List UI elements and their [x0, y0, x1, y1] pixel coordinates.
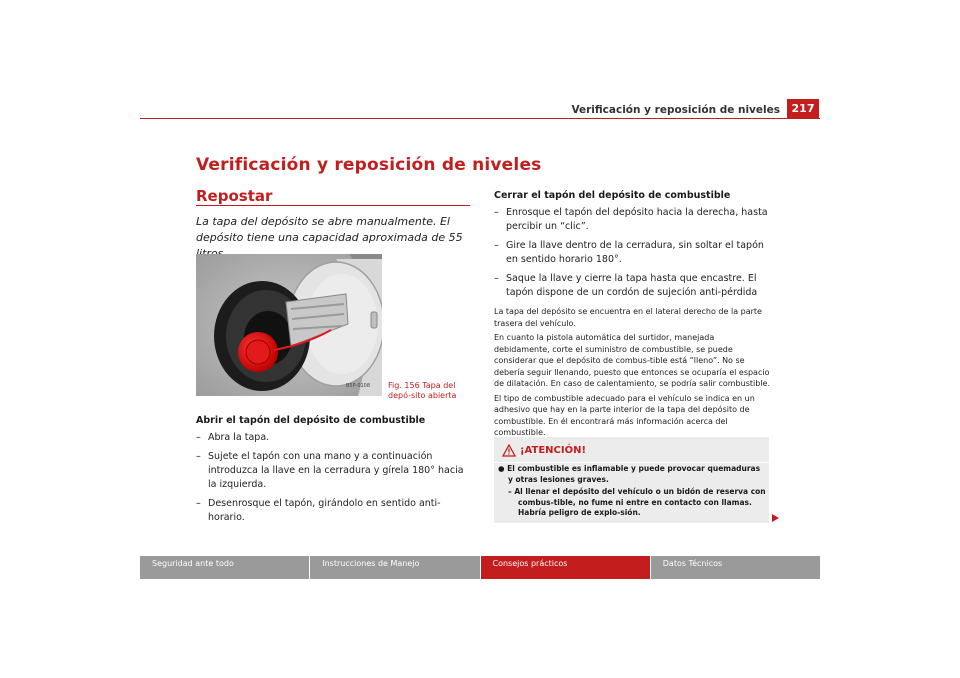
- warning-item: ● El combustible es inflamable y puede provocar quemaduras y otras lesiones graves.: [498, 464, 761, 484]
- page-title: Verificación y reposición de niveles: [196, 155, 542, 175]
- list-item: – Enrosque el tapón del depósito hacia la derecha, hasta percibir un “clic”.: [494, 206, 770, 234]
- list-item: – Sujete el tapón con una mano y a continuación introduzca la llave en la cerradura y gírela 180° hacia la izquierda.: [196, 450, 472, 492]
- figure-caption: Fig. 156 Tapa del depó-sito abierta: [388, 381, 457, 400]
- open-cap-section: [196, 415, 472, 530]
- warning-body: [496, 464, 766, 521]
- header-title: Verificación y reposición de niveles: [571, 104, 780, 116]
- open-cap-steps: [196, 431, 472, 525]
- warning-box: [494, 437, 769, 523]
- close-cap-steps: [494, 206, 770, 300]
- open-cap-heading: Abrir el tapón del depósito de combustible: [196, 415, 426, 426]
- list-item: – Gire la llave dentro de la cerradura, sin soltar el tapón en sentido horario 180°.: [494, 239, 770, 267]
- warning-title: ¡ATENCIÓN!: [520, 445, 587, 456]
- warning-triangle-icon: [502, 444, 516, 457]
- tab-seguridad[interactable]: Seguridad ante todo: [140, 556, 310, 579]
- notes-section: [494, 306, 770, 442]
- end-arrow-icon: [771, 513, 780, 523]
- list-item: – Saque la llave y cierre la tapa hasta que encastre. El tapón dispone de un cordón de sujeción anti-pérdida: [494, 272, 770, 300]
- tab-instrucciones[interactable]: Instrucciones de Manejo: [310, 556, 480, 579]
- close-cap-heading: Cerrar el tapón del depósito de combustible: [494, 190, 731, 201]
- list-item: – Abra la tapa.: [196, 431, 472, 445]
- tab-consejos[interactable]: Consejos prácticos: [481, 556, 651, 579]
- section-title: Repostar: [196, 187, 273, 205]
- tab-datos[interactable]: Datos Técnicos: [651, 556, 820, 579]
- figure-code: B5P-0108: [346, 383, 371, 389]
- close-cap-section: [494, 190, 770, 305]
- header-divider: [140, 118, 820, 119]
- section-intro: La tapa del depósito se abre manualmente. El depósito tiene una capacidad aproximada de 55: [196, 215, 463, 244]
- page-number: 217: [787, 99, 819, 119]
- fuel-cap-illustration: [196, 254, 382, 396]
- note-paragraph: La tapa del depósito se encuentra en el lateral derecho de la parte trasera del vehículo.: [494, 307, 762, 328]
- figure-image: [196, 254, 382, 396]
- note-paragraph: En cuanto la pistola automática del surtidor, manejada debidamente, corte el suministro de combustible, se puede considerar que el depósito de combus-tible está “lleno”. No se debería seguir llenando, puesto que entonces se ocuparía el espacio de dilatación. En caso de calentamiento, se podría salir combustible.: [494, 333, 770, 388]
- bullet-icon: ●: [498, 464, 508, 473]
- warning-divider: [494, 462, 769, 463]
- note-paragraph: El tipo de combustible adecuado para el vehículo se indica en un adhesivo que hay en la parte interior de la tapa del depósito de combustible. En él encontrará más información acerca del combustible.: [494, 393, 755, 437]
- warning-subitem: – Al llenar el depósito del vehículo o un bidón de reserva con combus-tible, no fume ni entre en contacto con llamas. Habría peligro de explo-sión.: [508, 487, 766, 517]
- list-item: – Desenrosque el tapón, girándolo en sentido anti-horario.: [196, 497, 472, 525]
- footer-nav: [140, 556, 820, 579]
- section-divider: [196, 205, 470, 206]
